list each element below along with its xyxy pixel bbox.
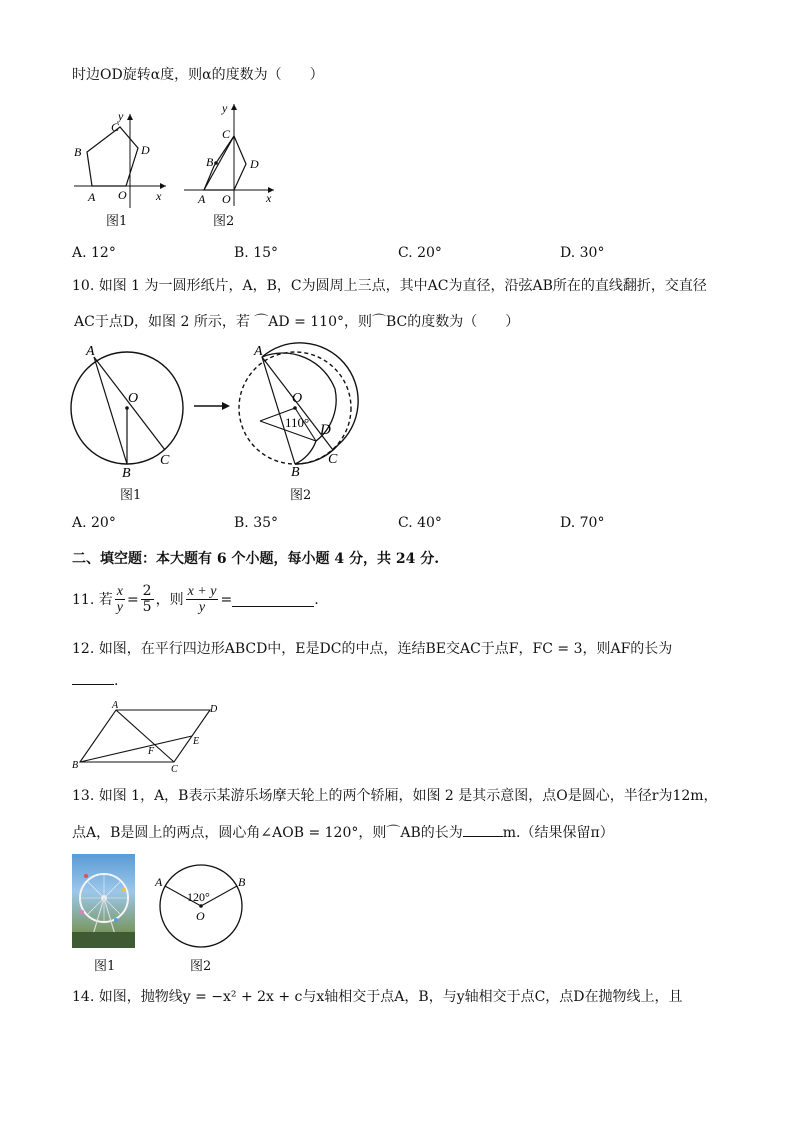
q9-fig1-caption: 图1	[106, 214, 128, 229]
q9-f2-label-d: D	[250, 157, 259, 171]
q10-f1-label-b: B	[122, 466, 131, 481]
q12-label-d: D	[210, 704, 218, 715]
q10-fig2-caption: 图2	[290, 488, 312, 503]
arrow-right-icon	[194, 400, 234, 412]
q9-figure-2	[182, 102, 282, 208]
q9-f2-label-a: A	[198, 192, 206, 206]
q9-f2-label-y: y	[222, 101, 228, 115]
q9-f2-label-x: x	[266, 191, 272, 205]
section-2-heading: 二、填空题：本大题有 6 个小题，每小题 4 分，共 24 分.	[72, 551, 440, 567]
q11-prefix: 11. 若	[72, 591, 113, 608]
q13-label-a: A	[155, 875, 163, 889]
q10-f1-label-a: A	[86, 344, 95, 359]
q13-fig1-caption: 图1	[94, 959, 116, 974]
q13-fig2-caption: 图2	[190, 959, 212, 974]
q10-f1-label-o: O	[128, 391, 139, 406]
q12-label-c: C	[171, 764, 178, 775]
q10-option-b[interactable]: B. 35°	[234, 515, 279, 531]
q14-line-1: 14. 如图，抛物线y = −x² + 2x + c与x轴相交于点A，B，与y轴相交于点C，点D在抛物线上，且	[72, 989, 683, 1005]
q13-line-1: 13. 如图 1，A，B表示某游乐场摩天轮上的两个轿厢，如图 2 是其示意图，点O是圆心，半径r为12m，	[72, 788, 718, 804]
q10-option-c[interactable]: C. 40°	[398, 515, 442, 531]
q10-f2-angle-label: 110°	[285, 415, 310, 430]
q9-f2-label-c: C	[222, 127, 231, 141]
q9-f1-label-c: C	[111, 120, 120, 134]
q10-f1-label-c: C	[160, 453, 170, 468]
q9-option-b[interactable]: B. 15°	[234, 245, 279, 261]
q13-angle-label: 120°	[187, 890, 210, 904]
q12-line-1: 12. 如图，在平行四边形ABCD中，E是DC的中点，连结BE交AC于点F，FC = 3，则AF的长为	[72, 641, 673, 657]
q12-label-e: E	[193, 736, 200, 747]
q9-option-d[interactable]: D. 30°	[560, 245, 605, 261]
q9-fig2-caption: 图2	[213, 214, 235, 229]
q10-figure-2	[238, 344, 363, 480]
q12-figure	[72, 700, 232, 778]
q12-label-a: A	[112, 700, 119, 711]
q10-f2-label-d: D	[320, 422, 331, 438]
q12-label-f: F	[148, 746, 155, 757]
q9-f2-label-o: O	[222, 192, 231, 206]
q9-f1-label-y: y	[118, 109, 124, 123]
q11-fraction-3: $\frac{x + y}{y}$	[187, 584, 217, 615]
q13-label-b: B	[238, 875, 246, 889]
q10-f2-label-a: A	[254, 344, 263, 359]
q13-figure-2	[152, 862, 252, 954]
q12-answer-blank[interactable]	[72, 670, 114, 685]
q12-label-b: B	[72, 760, 79, 771]
q9-f1-label-b: B	[74, 145, 82, 159]
q9-option-a[interactable]: A. 12°	[72, 245, 116, 261]
q11-fraction-2: $\frac{2}{5}$	[142, 583, 152, 615]
q10-option-a[interactable]: A. 20°	[72, 515, 116, 531]
q9-figure-1	[70, 110, 180, 210]
q11-answer-blank[interactable]	[232, 592, 314, 607]
q13-line-2: 点A，B是圆上的两点，圆心角∠AOB = 120°，则⌒AB的长为 m.（结果保留π）	[72, 822, 614, 842]
q12-line-2: .	[72, 670, 118, 690]
q10-line-2: AC于点D，如图 2 所示，若 ⌒AD = 110°，则⌒BC的度数为（ ）	[74, 314, 520, 330]
q11-fraction-1: $\frac{x}{y}$	[116, 584, 123, 615]
q9-f1-label-d: D	[141, 143, 150, 157]
ferris-wheel-photo	[72, 854, 135, 948]
q10-f2-label-b: B	[291, 465, 300, 480]
q9-stem: 时边OD旋转α度，则α的度数为（ ）	[72, 67, 324, 83]
q9-f1-label-a: A	[88, 190, 96, 204]
q13-answer-blank[interactable]	[463, 822, 503, 837]
q10-option-d[interactable]: D. 70°	[560, 515, 605, 531]
q9-f2-label-b: B	[206, 155, 214, 169]
q10-line-1: 10. 如图 1 为一圆形纸片，A，B，C为圆周上三点，其中AC为直径，沿弦AB所在的直线翻折，交直径	[72, 278, 707, 294]
q10-f2-label-c: C	[328, 452, 338, 467]
q10-fig1-caption: 图1	[120, 488, 142, 503]
q11: 11. 若 $\frac{x}{y}$ = $\frac{2}{5}$ ，则 $\frac{x + y}{y}$ = .	[72, 583, 319, 615]
q9-f1-label-x: x	[156, 189, 162, 203]
q10-f2-label-o: O	[292, 391, 303, 406]
q10-figure-1	[70, 344, 195, 481]
q9-option-c[interactable]: C. 20°	[398, 245, 442, 261]
q13-label-o: O	[196, 909, 205, 923]
q9-f1-label-o: O	[118, 188, 127, 202]
